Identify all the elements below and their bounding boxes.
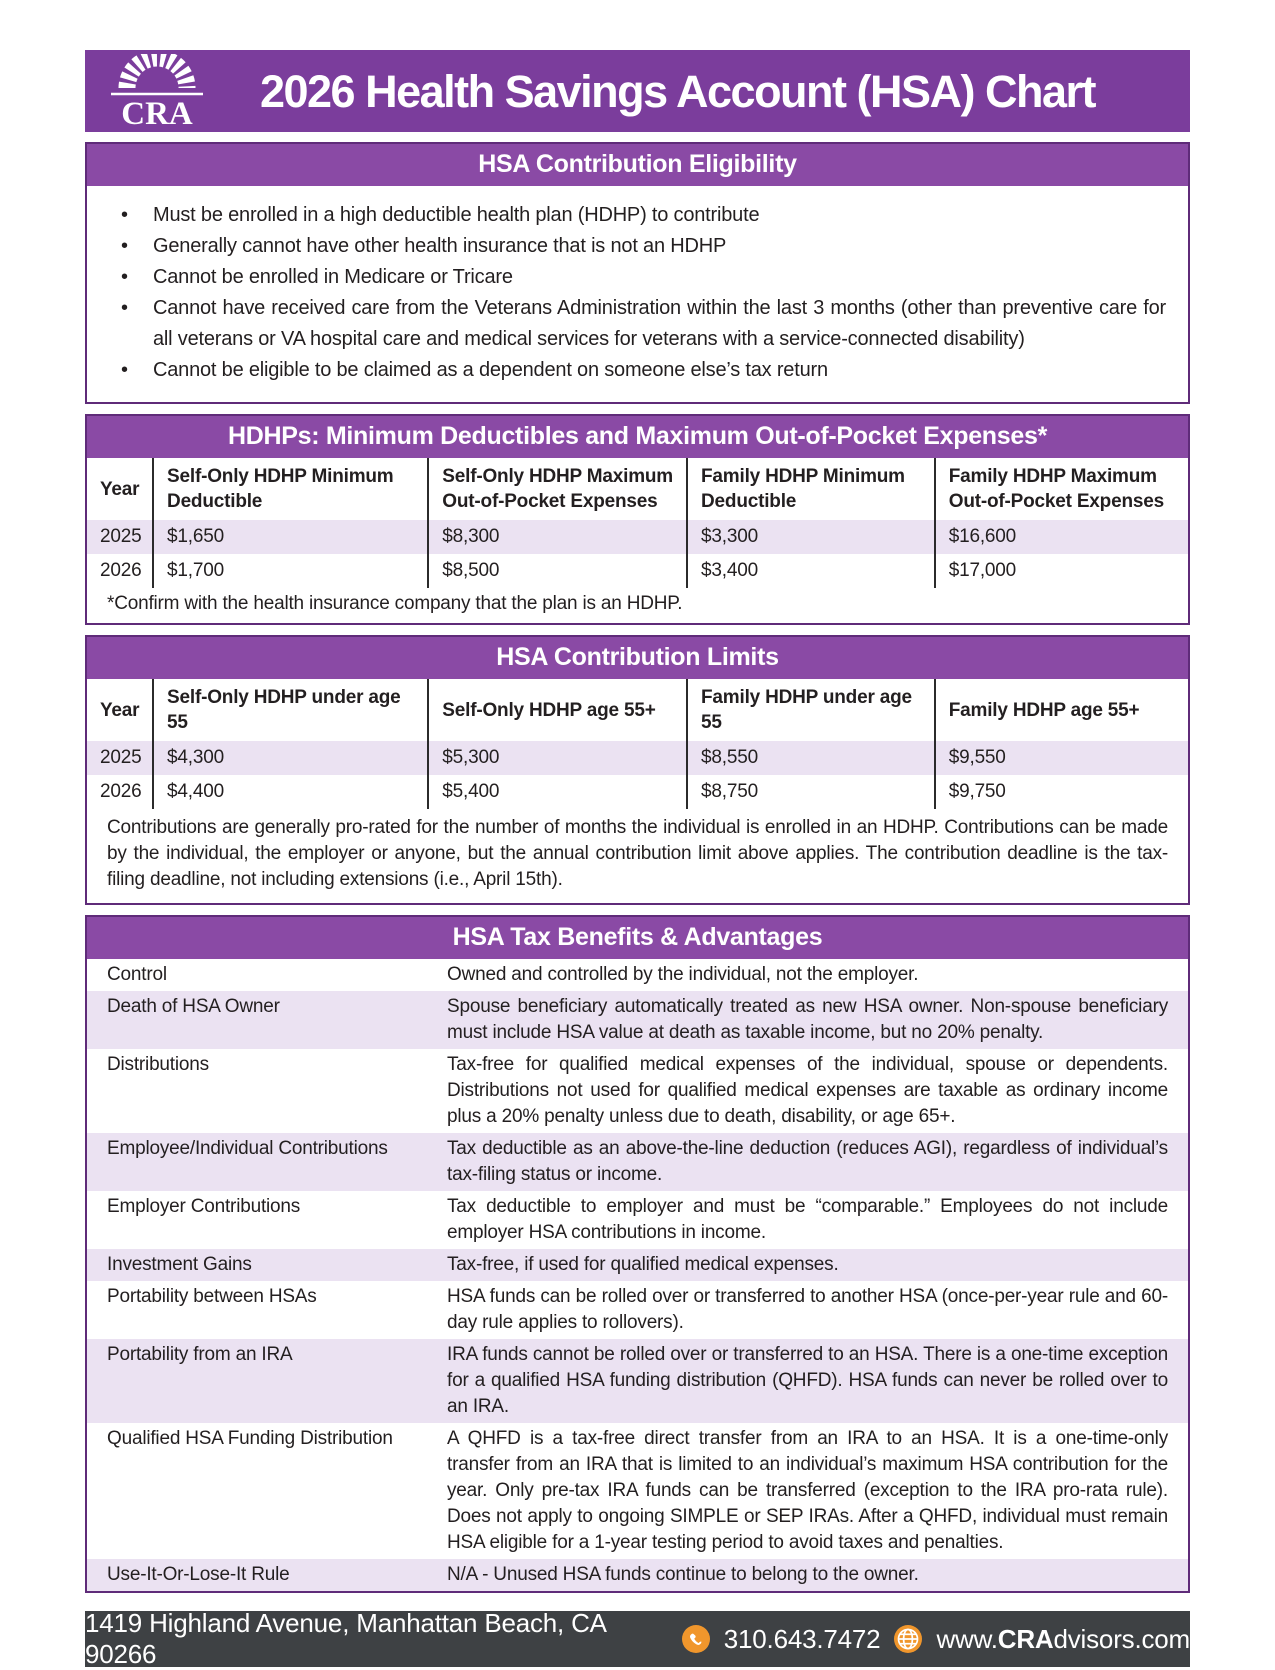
- benefit-label: Control: [107, 964, 167, 985]
- benefit-text: N/A - Unused HSA funds continue to belong to the owner.: [447, 1564, 919, 1585]
- benefits-row: [87, 991, 1188, 1049]
- benefit-label: Portability between HSAs: [107, 1286, 317, 1307]
- table-cell: 2025: [100, 747, 142, 768]
- bullet-icon: •: [121, 266, 128, 288]
- benefits-row: [87, 1339, 1188, 1423]
- benefits-row: [87, 1133, 1188, 1191]
- list-item-text: Cannot be eligible to be claimed as a dependent on someone else’s tax return: [153, 359, 828, 381]
- benefits-banner: HSA Tax Benefits & Advantages: [87, 917, 1188, 959]
- benefit-label: Distributions: [107, 1054, 209, 1075]
- table-cell: $1,700: [153, 554, 428, 588]
- section-hdhp-table: [85, 414, 1190, 625]
- benefits-row: [87, 959, 1188, 991]
- table-row: [87, 520, 1188, 554]
- list-item: [87, 355, 1166, 386]
- list-item: [87, 200, 1166, 231]
- benefits-row: [87, 1249, 1188, 1281]
- benefit-label: Employee/Individual Contributions: [107, 1138, 388, 1159]
- footer-website-bold: CRA: [997, 1623, 1054, 1654]
- page-footer: [85, 1608, 1190, 1669]
- table-cell: $5,300: [428, 741, 687, 775]
- column-header: Self-Only HDHP under age 55: [153, 679, 428, 741]
- hdhp-header-row: [87, 458, 1188, 520]
- table-cell: $5,400: [428, 775, 687, 809]
- benefit-text: HSA funds can be rolled over or transferred to another HSA (once-per-year rule and 60-day rule applies to rollovers).: [447, 1286, 1168, 1333]
- benefits-row: [87, 1191, 1188, 1249]
- list-item-text: Generally cannot have other health insurance that is not an HDHP: [153, 235, 727, 257]
- limits-table-banner: HSA Contribution Limits: [87, 637, 1188, 679]
- table-cell: $3,400: [687, 554, 935, 588]
- benefits-row: [87, 1049, 1188, 1133]
- column-header: Family HDHP Minimum Deductible: [687, 458, 935, 520]
- column-header: Self-Only HDHP Minimum Deductible: [153, 458, 428, 520]
- list-item: [87, 262, 1166, 293]
- list-item-text: Cannot have received care from the Veterans Administration within the last 3 months (other than preventive care for all veterans or VA hospital care and medical services for veterans with a service-connected disability): [153, 297, 1166, 350]
- section-eligibility: [85, 142, 1190, 404]
- benefit-text: Tax deductible to employer and must be “comparable.” Employees do not include employer HSA contributions in income.: [447, 1196, 1168, 1243]
- table-cell: $9,550: [935, 741, 1188, 775]
- hdhp-footnote: *Confirm with the health insurance company that the plan is an HDHP.: [107, 593, 683, 614]
- bullet-icon: •: [121, 235, 128, 257]
- benefit-text: Tax-free, if used for qualified medical expenses.: [447, 1254, 839, 1275]
- table-cell: $3,300: [687, 520, 935, 554]
- hdhp-table-banner: HDHPs: Minimum Deductibles and Maximum Out-of-Pocket Expenses*: [87, 416, 1188, 458]
- table-row: [87, 741, 1188, 775]
- column-header: Year: [100, 478, 140, 500]
- column-header: Family HDHP under age 55: [687, 679, 935, 741]
- table-cell: 2025: [100, 526, 142, 547]
- benefit-text: Spouse beneficiary automatically treated as new HSA owner. Non-spouse beneficiary must include HSA value at death as taxable income, but no 20% penalty.: [447, 996, 1168, 1043]
- cra-logo-icon: [105, 54, 209, 128]
- table-cell: 2026: [100, 560, 142, 581]
- benefit-label: Investment Gains: [107, 1254, 252, 1275]
- column-header: Self-Only HDHP Maximum Out-of-Pocket Expenses: [428, 458, 687, 520]
- table-cell: $8,500: [428, 554, 687, 588]
- column-header: Family HDHP Maximum Out-of-Pocket Expenses: [935, 458, 1188, 520]
- cra-logo-text: CRA: [121, 96, 193, 128]
- list-item-text: Must be enrolled in a high deductible health plan (HDHP) to contribute: [153, 204, 760, 226]
- list-item: [87, 293, 1166, 355]
- benefit-label: Portability from an IRA: [107, 1344, 293, 1365]
- table-cell: 2026: [100, 781, 142, 802]
- eligibility-banner: HSA Contribution Eligibility: [87, 144, 1188, 186]
- hdhp-table: [87, 458, 1188, 588]
- section-limits-table: [85, 635, 1190, 905]
- footer-address: 1419 Highland Avenue, Manhattan Beach, CA 90266: [85, 1608, 606, 1669]
- benefits-row: [87, 1559, 1188, 1591]
- table-cell: $17,000: [935, 554, 1188, 588]
- table-cell: $1,650: [153, 520, 428, 554]
- column-header: Year: [100, 699, 140, 721]
- bullet-icon: •: [121, 204, 128, 226]
- benefit-label: Employer Contributions: [107, 1196, 301, 1217]
- benefit-text: IRA funds cannot be rolled over or transferred to an HSA. There is a one-time exception for a qualified HSA funding distribution (QHFD). HSA funds can never be rolled over to an IRA.: [447, 1344, 1168, 1417]
- bullet-icon: •: [121, 359, 128, 381]
- list-item: [87, 231, 1166, 262]
- footer-website-suffix: dvisors.com: [1053, 1623, 1190, 1654]
- limits-table: [87, 679, 1188, 809]
- table-row: [87, 554, 1188, 588]
- benefit-label: Qualified HSA Funding Distribution: [107, 1428, 393, 1449]
- table-cell: $16,600: [935, 520, 1188, 554]
- table-cell: $8,300: [428, 520, 687, 554]
- benefit-label: Death of HSA Owner: [107, 996, 280, 1017]
- bullet-icon: •: [121, 297, 128, 319]
- benefit-text: Tax-free for qualified medical expenses of the individual, spouse or dependents. Distributions not used for qualified medical expenses are taxable as ordinary income plus a 20% penalty unless due to death, disability, or age 65+.: [447, 1054, 1168, 1127]
- limits-note: Contributions are generally pro-rated for the number of months the individual is enrolled in an HDHP. Contributions can be made by the individual, the employer or anyone, but the annual contribution limit above applies. The contribution deadline is the tax-filing deadline, not including extensions (i.e., April 15th).: [107, 817, 1168, 890]
- benefit-text: Tax deductible as an above-the-line deduction (reduces AGI), regardless of individual’s tax-filing status or income.: [447, 1138, 1168, 1185]
- table-cell: $4,300: [153, 741, 428, 775]
- page-title: 2026 Health Savings Account (HSA) Chart: [259, 65, 1096, 117]
- table-cell: $8,750: [687, 775, 935, 809]
- section-benefits-table: [85, 915, 1190, 1593]
- limits-header-row: [87, 679, 1188, 741]
- eligibility-list: [87, 186, 1188, 402]
- benefits-row: [87, 1281, 1188, 1339]
- footer-website-prefix: www.: [936, 1623, 998, 1654]
- table-row: [87, 775, 1188, 809]
- footer-phone: 310.643.7472: [723, 1623, 881, 1654]
- table-cell: $4,400: [153, 775, 428, 809]
- column-header: Family HDHP age 55+: [935, 679, 1188, 741]
- table-cell: $8,550: [687, 741, 935, 775]
- benefit-text: Owned and controlled by the individual, not the employer.: [447, 964, 919, 985]
- benefit-label: Use-It-Or-Lose-It Rule: [107, 1564, 290, 1585]
- benefit-text: A QHFD is a tax-free direct transfer from an IRA to an HSA. It is a one-time-only transfer from an IRA that is limited to an individual’s maximum HSA contribution for the year. Only pre-tax IRA funds can be transferred (exception to the IRA pro-rata rule). Does not apply to ongoing SIMPLE or SEP IRAs. After a QHFD, individual must remain HSA eligible for a 1-year testing period to avoid taxes and penalties.: [447, 1428, 1168, 1553]
- column-header: Self-Only HDHP age 55+: [428, 679, 687, 741]
- benefits-row: [87, 1423, 1188, 1559]
- page-header: [85, 50, 1190, 132]
- table-cell: $9,750: [935, 775, 1188, 809]
- list-item-text: Cannot be enrolled in Medicare or Tricare: [153, 266, 513, 288]
